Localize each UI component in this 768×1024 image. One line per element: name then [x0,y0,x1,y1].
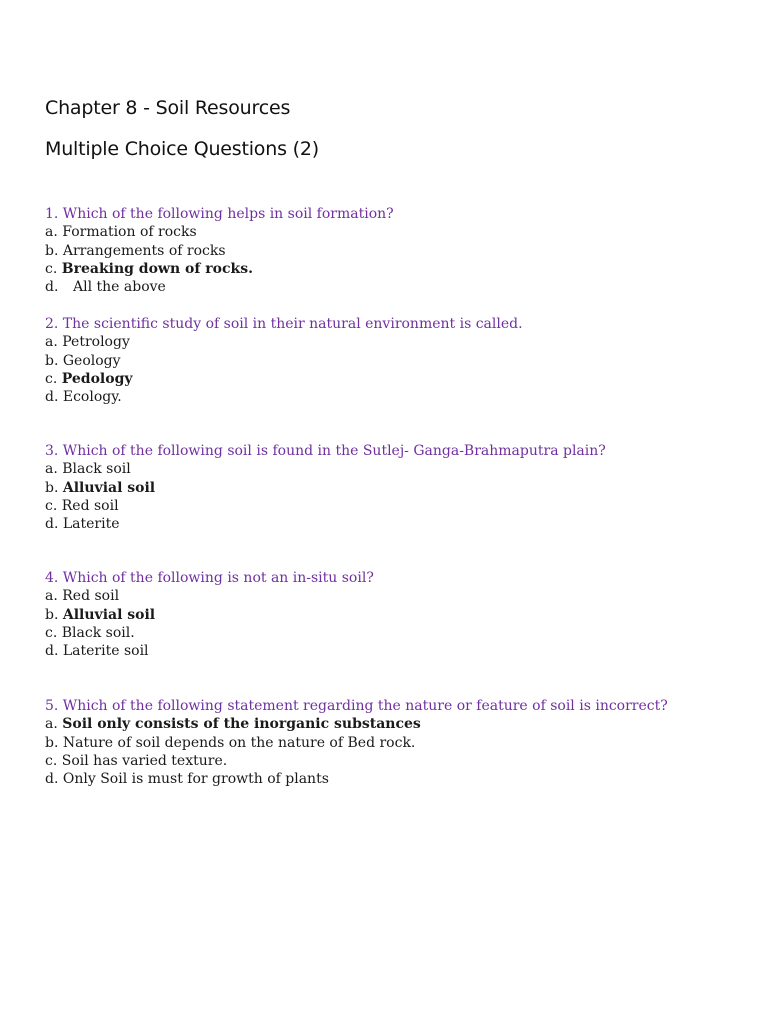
option-text: Black soil. [61,624,135,641]
option-letter: c. [45,624,58,641]
option-text: Nature of soil depends on the nature of Bed rock. [62,734,416,751]
option-letter: d. [45,389,59,406]
option-letter: d. [45,771,59,788]
option-letter: c. [45,752,58,769]
option-d [45,770,745,788]
question-text: 2. The scientific study of soil in their natural environment is called. [45,316,523,332]
option-a [45,333,745,351]
option-letter: b. [45,242,59,259]
option-b [45,352,745,370]
option-a [45,587,745,605]
correct-answer-text: Soil only consists of the inorganic substances [62,716,421,733]
option-d [45,388,745,406]
option-text: Arrangements of rocks [62,242,226,259]
option-letter: b. [45,479,59,496]
option-letter: a. [45,588,58,605]
question-3 [45,442,745,533]
question-2 [45,315,745,406]
option-letter: a. [45,334,58,351]
option-text: Red soil [61,497,119,514]
option-text: All the above [73,279,166,296]
question-text: 1. Which of the following helps in soil formation? [45,206,394,222]
option-letter: d. [45,279,59,296]
option-a-answer [45,715,745,733]
option-letter: a. [45,716,58,733]
question-text: 5. Which of the following statement regarding the nature or feature of soil is incorrect? [45,698,668,714]
question-text: 4. Which of the following is not an in-situ soil? [45,570,374,586]
option-c-answer [45,260,745,278]
question-text: 3. Which of the following soil is found in the Sutlej- Ganga-Brahmaputra plain? [45,443,606,459]
option-letter: d. [45,516,59,533]
option-text: Formation of rocks [62,224,197,241]
option-text: Laterite [62,516,120,533]
option-letter: b. [45,606,59,623]
question-4 [45,569,745,660]
option-b [45,242,745,260]
option-d [45,278,745,296]
option-letter: b. [45,352,59,369]
option-letter: b. [45,734,59,751]
option-letter: d. [45,643,59,660]
option-c [45,752,745,770]
option-b-answer [45,479,745,497]
correct-answer-text: Breaking down of rocks. [61,260,253,277]
option-a [45,223,745,241]
correct-answer-text: Pedology [61,370,133,387]
option-letter: a. [45,224,58,241]
option-letter: c. [45,370,58,387]
option-text: Geology [62,352,121,369]
option-text: Only Soil is must for growth of plants [62,771,329,788]
option-text: Soil has varied texture. [61,752,228,769]
option-a [45,460,745,478]
correct-answer-text: Alluvial soil [62,479,156,496]
option-letter: c. [45,497,58,514]
option-b-answer [45,606,745,624]
correct-answer-text: Alluvial soil [62,606,156,623]
option-d [45,642,745,660]
option-c-answer [45,370,745,388]
section-title: Multiple Choice Questions (2) [45,138,319,160]
option-text: Ecology. [62,389,122,406]
option-d [45,515,745,533]
option-c [45,624,745,642]
option-text: Black soil [62,461,131,478]
option-letter: a. [45,461,58,478]
option-text: Red soil [62,588,120,605]
option-text: Petrology [62,334,130,351]
question-5 [45,697,745,788]
option-text: Laterite soil [62,643,149,660]
option-c [45,497,745,515]
option-letter: c. [45,260,58,277]
option-b [45,734,745,752]
chapter-title: Chapter 8 - Soil Resources [45,97,291,119]
question-1 [45,205,745,296]
